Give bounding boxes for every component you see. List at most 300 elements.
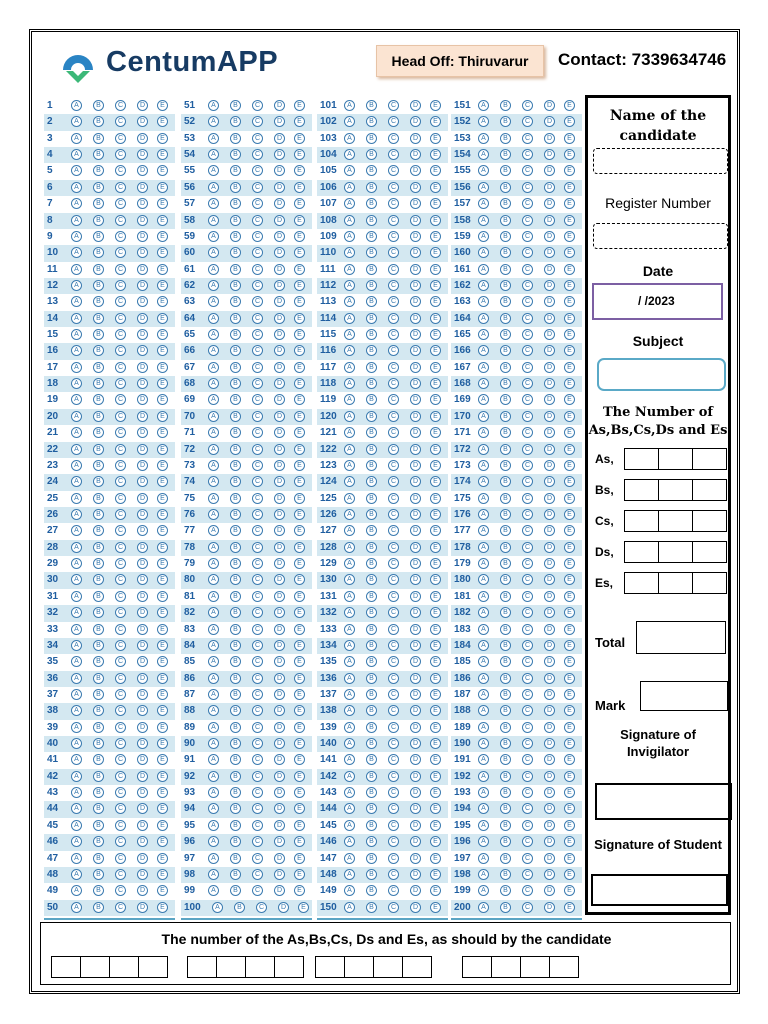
answer-bubble-d[interactable]: D [274,198,285,209]
answer-bubble-c[interactable]: C [115,280,126,291]
answer-bubble-d[interactable]: D [544,493,555,504]
answer-bubble-e[interactable]: E [564,427,575,438]
answer-bubble-a[interactable]: A [208,656,219,667]
answer-bubble-c[interactable]: C [115,247,126,258]
answer-bubble-a[interactable]: A [71,656,82,667]
answer-bubble-e[interactable]: E [430,493,441,504]
answer-bubble-c[interactable]: C [252,705,263,716]
answer-bubble-a[interactable]: A [478,329,489,340]
answer-bubble-e[interactable]: E [157,231,168,242]
answer-bubble-a[interactable]: A [71,116,82,127]
answer-bubble-d[interactable]: D [410,656,421,667]
answer-bubble-e[interactable]: E [157,754,168,765]
answer-bubble-c[interactable]: C [388,296,399,307]
answer-bubble-b[interactable]: B [234,902,245,913]
answer-bubble-a[interactable]: A [71,640,82,651]
answer-bubble-e[interactable]: E [430,853,441,864]
answer-bubble-d[interactable]: D [410,329,421,340]
answer-bubble-d[interactable]: D [544,525,555,536]
answer-bubble-b[interactable]: B [500,869,511,880]
answer-bubble-c[interactable]: C [388,394,399,405]
answer-bubble-d[interactable]: D [544,836,555,847]
answer-bubble-c[interactable]: C [522,264,533,275]
answer-bubble-b[interactable]: B [366,525,377,536]
answer-bubble-a[interactable]: A [208,574,219,585]
answer-bubble-b[interactable]: B [366,182,377,193]
answer-bubble-a[interactable]: A [344,215,355,226]
answer-bubble-b[interactable]: B [93,329,104,340]
answer-bubble-e[interactable]: E [157,902,168,913]
answer-bubble-e[interactable]: E [430,722,441,733]
answer-bubble-c[interactable]: C [115,525,126,536]
answer-bubble-d[interactable]: D [274,869,285,880]
answer-bubble-e[interactable]: E [157,869,168,880]
answer-bubble-d[interactable]: D [274,280,285,291]
answer-bubble-b[interactable]: B [93,902,104,913]
answer-bubble-a[interactable]: A [478,411,489,422]
answer-bubble-a[interactable]: A [71,165,82,176]
answer-bubble-e[interactable]: E [157,787,168,798]
answer-bubble-c[interactable]: C [388,902,399,913]
answer-bubble-c[interactable]: C [252,264,263,275]
answer-bubble-d[interactable]: D [274,509,285,520]
answer-bubble-a[interactable]: A [71,722,82,733]
answer-bubble-b[interactable]: B [366,116,377,127]
answer-bubble-d[interactable]: D [274,149,285,160]
answer-bubble-b[interactable]: B [500,493,511,504]
answer-bubble-d[interactable]: D [137,182,148,193]
answer-bubble-d[interactable]: D [274,182,285,193]
answer-bubble-e[interactable]: E [294,836,305,847]
answer-bubble-d[interactable]: D [274,427,285,438]
answer-bubble-c[interactable]: C [115,803,126,814]
answer-bubble-c[interactable]: C [252,133,263,144]
answer-bubble-e[interactable]: E [157,574,168,585]
answer-bubble-c[interactable]: C [252,313,263,324]
answer-bubble-d[interactable]: D [137,493,148,504]
answer-bubble-e[interactable]: E [294,722,305,733]
answer-bubble-c[interactable]: C [115,787,126,798]
answer-bubble-e[interactable]: E [430,607,441,618]
answer-bubble-c[interactable]: C [522,198,533,209]
student-signature-box[interactable] [591,874,728,906]
answer-bubble-a[interactable]: A [208,133,219,144]
answer-bubble-b[interactable]: B [366,787,377,798]
answer-bubble-e[interactable]: E [294,100,305,111]
answer-bubble-b[interactable]: B [500,836,511,847]
answer-bubble-d[interactable]: D [544,460,555,471]
answer-bubble-c[interactable]: C [252,165,263,176]
answer-bubble-b[interactable]: B [93,378,104,389]
answer-bubble-c[interactable]: C [115,885,126,896]
answer-bubble-d[interactable]: D [544,280,555,291]
answer-bubble-b[interactable]: B [93,444,104,455]
answer-bubble-c[interactable]: C [252,836,263,847]
answer-bubble-d[interactable]: D [137,427,148,438]
answer-bubble-d[interactable]: D [410,264,421,275]
answer-bubble-e[interactable]: E [430,624,441,635]
answer-bubble-c[interactable]: C [388,460,399,471]
answer-bubble-c[interactable]: C [388,100,399,111]
answer-bubble-a[interactable]: A [208,231,219,242]
answer-bubble-a[interactable]: A [71,280,82,291]
answer-bubble-a[interactable]: A [208,476,219,487]
answer-bubble-d[interactable]: D [410,558,421,569]
answer-bubble-e[interactable]: E [430,394,441,405]
answer-bubble-a[interactable]: A [208,836,219,847]
answer-bubble-d[interactable]: D [544,264,555,275]
answer-bubble-b[interactable]: B [366,264,377,275]
answer-bubble-a[interactable]: A [478,264,489,275]
answer-bubble-e[interactable]: E [157,803,168,814]
answer-bubble-b[interactable]: B [500,411,511,422]
answer-bubble-b[interactable]: B [366,313,377,324]
answer-bubble-c[interactable]: C [522,411,533,422]
answer-bubble-d[interactable]: D [544,231,555,242]
answer-bubble-d[interactable]: D [274,722,285,733]
answer-bubble-b[interactable]: B [500,673,511,684]
answer-bubble-e[interactable]: E [564,656,575,667]
answer-bubble-c[interactable]: C [522,100,533,111]
answer-bubble-d[interactable]: D [544,591,555,602]
answer-bubble-b[interactable]: B [93,296,104,307]
answer-bubble-c[interactable]: C [388,591,399,602]
answer-bubble-a[interactable]: A [344,100,355,111]
answer-bubble-d[interactable]: D [137,460,148,471]
answer-bubble-c[interactable]: C [252,460,263,471]
answer-bubble-e[interactable]: E [157,133,168,144]
answer-bubble-b[interactable]: B [366,820,377,831]
answer-bubble-a[interactable]: A [208,198,219,209]
answer-bubble-b[interactable]: B [93,231,104,242]
answer-bubble-a[interactable]: A [71,574,82,585]
answer-bubble-a[interactable]: A [344,476,355,487]
answer-bubble-c[interactable]: C [252,558,263,569]
answer-bubble-e[interactable]: E [564,836,575,847]
answer-bubble-e[interactable]: E [430,820,441,831]
answer-bubble-e[interactable]: E [294,803,305,814]
answer-bubble-a[interactable]: A [71,787,82,798]
answer-bubble-a[interactable]: A [208,444,219,455]
answer-bubble-d[interactable]: D [544,427,555,438]
answer-bubble-c[interactable]: C [252,394,263,405]
answer-bubble-b[interactable]: B [500,754,511,765]
answer-bubble-b[interactable]: B [230,624,241,635]
answer-bubble-a[interactable]: A [344,673,355,684]
answer-bubble-a[interactable]: A [71,149,82,160]
answer-bubble-c[interactable]: C [115,165,126,176]
answer-bubble-c[interactable]: C [522,247,533,258]
answer-bubble-c[interactable]: C [252,198,263,209]
answer-bubble-a[interactable]: A [208,345,219,356]
answer-bubble-a[interactable]: A [344,787,355,798]
answer-bubble-e[interactable]: E [294,591,305,602]
answer-bubble-b[interactable]: B [93,411,104,422]
answer-bubble-c[interactable]: C [115,754,126,765]
answer-bubble-e[interactable]: E [564,394,575,405]
answer-bubble-b[interactable]: B [93,574,104,585]
answer-bubble-d[interactable]: D [410,820,421,831]
answer-bubble-c[interactable]: C [522,558,533,569]
answer-bubble-a[interactable]: A [71,362,82,373]
answer-bubble-a[interactable]: A [344,149,355,160]
answer-bubble-e[interactable]: E [157,345,168,356]
answer-bubble-b[interactable]: B [500,476,511,487]
answer-bubble-d[interactable]: D [137,362,148,373]
answer-bubble-a[interactable]: A [344,705,355,716]
answer-bubble-b[interactable]: B [230,296,241,307]
answer-bubble-b[interactable]: B [93,591,104,602]
answer-bubble-a[interactable]: A [208,280,219,291]
answer-bubble-d[interactable]: D [410,182,421,193]
answer-bubble-d[interactable]: D [274,803,285,814]
answer-bubble-e[interactable]: E [564,280,575,291]
answer-bubble-d[interactable]: D [410,165,421,176]
answer-bubble-e[interactable]: E [564,803,575,814]
answer-bubble-b[interactable]: B [230,215,241,226]
answer-bubble-a[interactable]: A [208,673,219,684]
answer-bubble-d[interactable]: D [544,656,555,667]
answer-bubble-c[interactable]: C [115,820,126,831]
answer-bubble-c[interactable]: C [115,853,126,864]
answer-bubble-e[interactable]: E [430,329,441,340]
answer-bubble-c[interactable]: C [252,231,263,242]
answer-bubble-a[interactable]: A [71,427,82,438]
answer-bubble-c[interactable]: C [252,509,263,520]
answer-bubble-b[interactable]: B [500,198,511,209]
answer-bubble-d[interactable]: D [137,607,148,618]
answer-bubble-d[interactable]: D [544,247,555,258]
answer-bubble-e[interactable]: E [430,542,441,553]
answer-bubble-b[interactable]: B [93,362,104,373]
answer-bubble-b[interactable]: B [93,493,104,504]
answer-bubble-b[interactable]: B [230,869,241,880]
answer-bubble-a[interactable]: A [344,525,355,536]
answer-bubble-b[interactable]: B [93,673,104,684]
answer-bubble-e[interactable]: E [564,198,575,209]
answer-bubble-e[interactable]: E [294,689,305,700]
answer-bubble-c[interactable]: C [522,378,533,389]
answer-bubble-c[interactable]: C [388,722,399,733]
answer-bubble-a[interactable]: A [344,591,355,602]
answer-bubble-e[interactable]: E [564,689,575,700]
answer-bubble-c[interactable]: C [252,869,263,880]
answer-bubble-e[interactable]: E [430,100,441,111]
answer-bubble-a[interactable]: A [71,264,82,275]
answer-bubble-a[interactable]: A [71,247,82,258]
answer-bubble-b[interactable]: B [93,771,104,782]
answer-bubble-e[interactable]: E [564,673,575,684]
answer-bubble-b[interactable]: B [500,280,511,291]
answer-bubble-b[interactable]: B [500,460,511,471]
answer-bubble-d[interactable]: D [410,427,421,438]
answer-bubble-d[interactable]: D [274,754,285,765]
answer-bubble-d[interactable]: D [544,902,555,913]
answer-bubble-e[interactable]: E [157,215,168,226]
answer-bubble-e[interactable]: E [157,264,168,275]
answer-bubble-e[interactable]: E [294,607,305,618]
answer-bubble-b[interactable]: B [230,640,241,651]
answer-bubble-e[interactable]: E [430,427,441,438]
answer-bubble-e[interactable]: E [564,509,575,520]
answer-bubble-b[interactable]: B [93,133,104,144]
answer-bubble-e[interactable]: E [294,411,305,422]
answer-bubble-b[interactable]: B [500,394,511,405]
answer-bubble-e[interactable]: E [157,705,168,716]
answer-bubble-a[interactable]: A [71,738,82,749]
answer-bubble-b[interactable]: B [500,362,511,373]
answer-bubble-d[interactable]: D [544,394,555,405]
answer-bubble-b[interactable]: B [93,182,104,193]
answer-bubble-b[interactable]: B [230,542,241,553]
answer-bubble-b[interactable]: B [500,247,511,258]
answer-bubble-b[interactable]: B [500,313,511,324]
answer-bubble-b[interactable]: B [366,722,377,733]
answer-bubble-a[interactable]: A [478,640,489,651]
answer-bubble-b[interactable]: B [366,558,377,569]
answer-bubble-d[interactable]: D [274,542,285,553]
answer-bubble-b[interactable]: B [366,591,377,602]
answer-bubble-b[interactable]: B [93,460,104,471]
answer-bubble-c[interactable]: C [252,215,263,226]
answer-bubble-a[interactable]: A [344,738,355,749]
answer-bubble-a[interactable]: A [208,803,219,814]
answer-bubble-b[interactable]: B [230,182,241,193]
answer-bubble-d[interactable]: D [274,558,285,569]
answer-bubble-a[interactable]: A [344,607,355,618]
answer-bubble-a[interactable]: A [344,296,355,307]
answer-bubble-a[interactable]: A [344,247,355,258]
answer-bubble-d[interactable]: D [274,689,285,700]
answer-bubble-b[interactable]: B [500,820,511,831]
answer-bubble-d[interactable]: D [137,902,148,913]
answer-bubble-b[interactable]: B [230,607,241,618]
answer-bubble-d[interactable]: D [544,116,555,127]
answer-bubble-e[interactable]: E [294,869,305,880]
answer-bubble-b[interactable]: B [230,116,241,127]
answer-bubble-b[interactable]: B [230,787,241,798]
answer-bubble-e[interactable]: E [564,345,575,356]
answer-bubble-e[interactable]: E [564,574,575,585]
answer-bubble-b[interactable]: B [93,722,104,733]
answer-bubble-a[interactable]: A [71,673,82,684]
answer-bubble-a[interactable]: A [344,771,355,782]
answer-bubble-d[interactable]: D [544,689,555,700]
answer-bubble-a[interactable]: A [344,902,355,913]
answer-bubble-a[interactable]: A [344,116,355,127]
answer-bubble-b[interactable]: B [230,820,241,831]
answer-bubble-a[interactable]: A [478,771,489,782]
answer-bubble-e[interactable]: E [564,460,575,471]
answer-bubble-b[interactable]: B [366,100,377,111]
answer-bubble-a[interactable]: A [71,476,82,487]
answer-bubble-a[interactable]: A [208,885,219,896]
answer-bubble-c[interactable]: C [388,771,399,782]
count-row-boxes[interactable] [624,479,727,501]
answer-bubble-c[interactable]: C [522,149,533,160]
answer-bubble-b[interactable]: B [93,754,104,765]
answer-bubble-c[interactable]: C [522,116,533,127]
answer-bubble-b[interactable]: B [366,836,377,847]
answer-bubble-b[interactable]: B [93,345,104,356]
answer-bubble-a[interactable]: A [478,362,489,373]
answer-bubble-a[interactable]: A [208,607,219,618]
answer-bubble-e[interactable]: E [157,329,168,340]
answer-bubble-e[interactable]: E [157,689,168,700]
answer-bubble-c[interactable]: C [252,100,263,111]
answer-bubble-e[interactable]: E [294,820,305,831]
answer-bubble-a[interactable]: A [344,231,355,242]
answer-bubble-b[interactable]: B [500,215,511,226]
answer-bubble-b[interactable]: B [500,296,511,307]
answer-bubble-c[interactable]: C [115,673,126,684]
answer-bubble-c[interactable]: C [252,574,263,585]
answer-bubble-a[interactable]: A [344,885,355,896]
answer-bubble-c[interactable]: C [388,133,399,144]
answer-bubble-a[interactable]: A [478,902,489,913]
answer-bubble-b[interactable]: B [93,476,104,487]
answer-bubble-b[interactable]: B [366,378,377,389]
answer-bubble-d[interactable]: D [544,754,555,765]
answer-bubble-c[interactable]: C [522,689,533,700]
answer-bubble-e[interactable]: E [157,722,168,733]
answer-bubble-c[interactable]: C [388,738,399,749]
answer-bubble-d[interactable]: D [137,296,148,307]
answer-bubble-b[interactable]: B [230,754,241,765]
answer-bubble-a[interactable]: A [478,689,489,700]
answer-bubble-b[interactable]: B [230,853,241,864]
answer-bubble-c[interactable]: C [115,215,126,226]
answer-bubble-b[interactable]: B [500,329,511,340]
answer-bubble-d[interactable]: D [137,803,148,814]
answer-bubble-b[interactable]: B [366,198,377,209]
answer-bubble-c[interactable]: C [388,116,399,127]
answer-bubble-a[interactable]: A [344,313,355,324]
answer-bubble-c[interactable]: C [252,640,263,651]
answer-bubble-b[interactable]: B [93,607,104,618]
answer-bubble-e[interactable]: E [430,460,441,471]
answer-bubble-d[interactable]: D [410,493,421,504]
answer-bubble-e[interactable]: E [294,215,305,226]
answer-bubble-b[interactable]: B [230,362,241,373]
answer-bubble-e[interactable]: E [157,296,168,307]
answer-bubble-a[interactable]: A [478,215,489,226]
answer-bubble-a[interactable]: A [71,182,82,193]
answer-bubble-b[interactable]: B [500,100,511,111]
answer-bubble-c[interactable]: C [388,607,399,618]
answer-bubble-b[interactable]: B [93,149,104,160]
answer-bubble-d[interactable]: D [137,247,148,258]
answer-bubble-d[interactable]: D [137,198,148,209]
answer-bubble-a[interactable]: A [208,787,219,798]
answer-bubble-b[interactable]: B [93,738,104,749]
answer-bubble-c[interactable]: C [522,705,533,716]
invigilator-signature-box[interactable] [595,783,732,820]
answer-bubble-d[interactable]: D [137,542,148,553]
answer-bubble-a[interactable]: A [71,902,82,913]
answer-bubble-e[interactable]: E [564,624,575,635]
answer-bubble-b[interactable]: B [93,525,104,536]
answer-bubble-e[interactable]: E [564,738,575,749]
answer-bubble-a[interactable]: A [478,476,489,487]
answer-bubble-d[interactable]: D [410,362,421,373]
answer-bubble-d[interactable]: D [137,313,148,324]
candidate-name-field[interactable] [593,148,728,174]
answer-bubble-a[interactable]: A [208,558,219,569]
answer-bubble-e[interactable]: E [430,444,441,455]
answer-bubble-c[interactable]: C [252,803,263,814]
answer-bubble-e[interactable]: E [157,853,168,864]
